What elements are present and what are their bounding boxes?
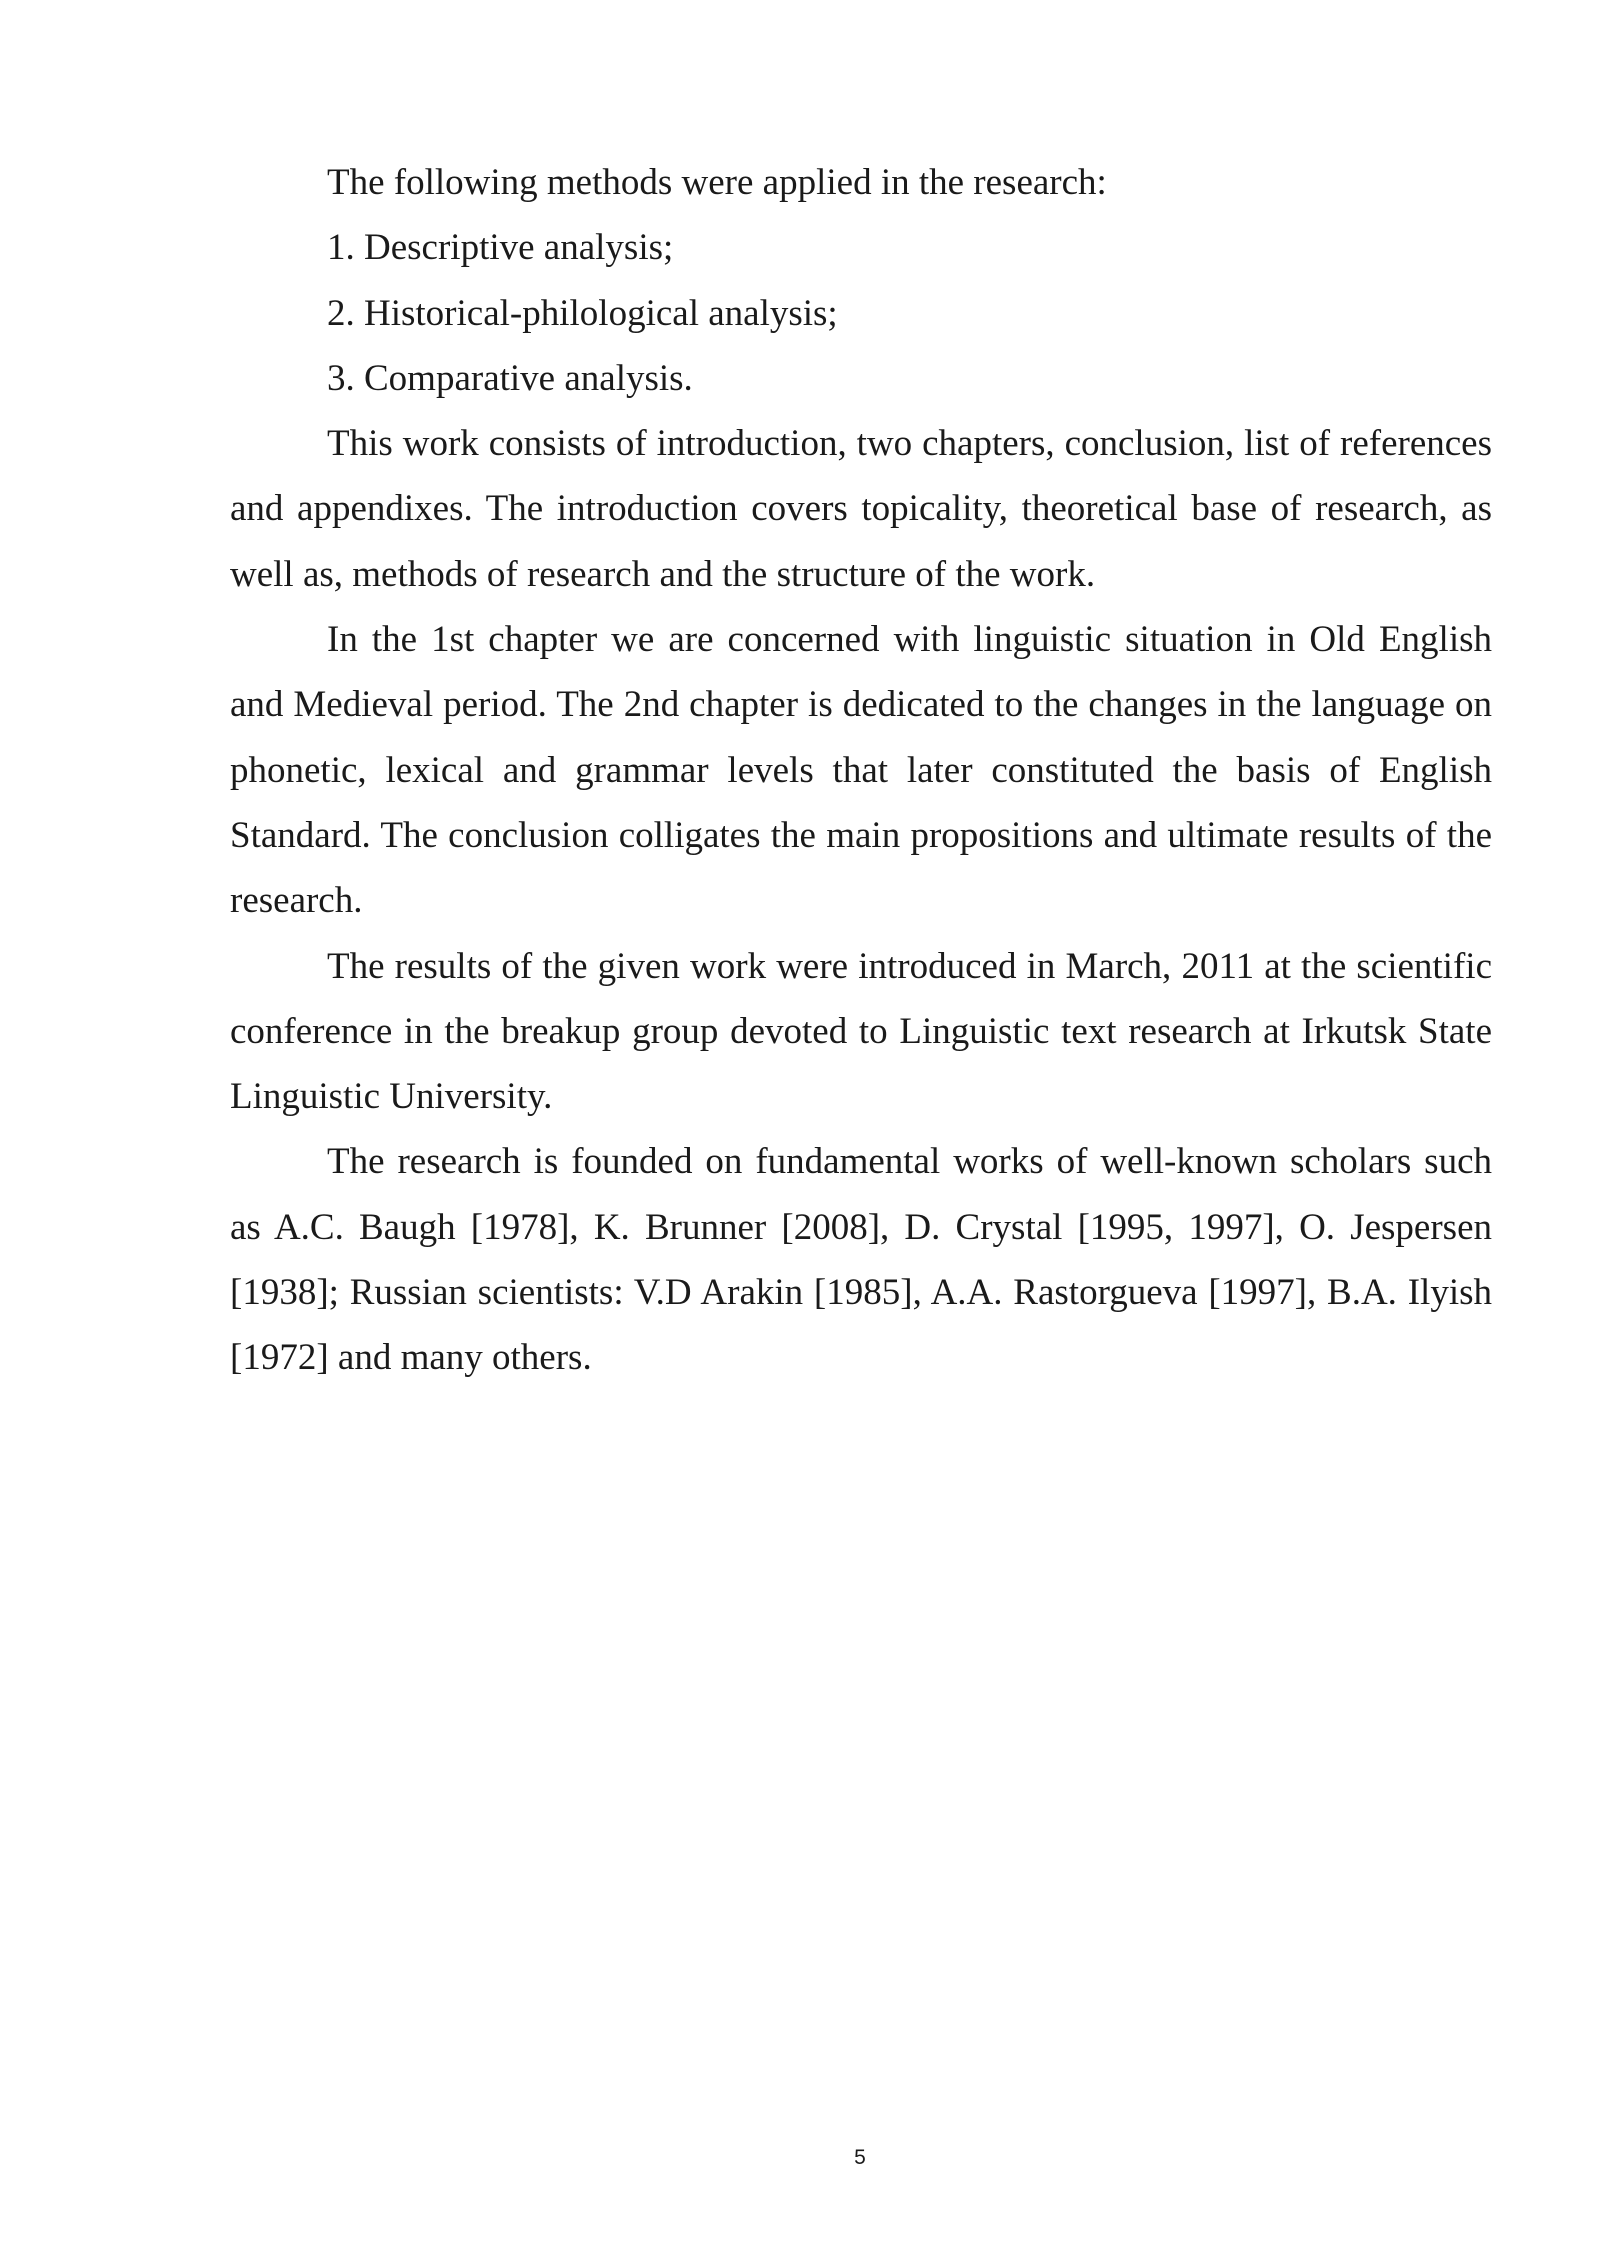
- paragraph-research-foundation: The research is founded on fundamental works of well-known scholars such as A.C. Baugh [1978], K. Brunner [2008], D. Crystal [1995, 1997], O. Jespersen [1938]; Russian scientists: V.D Arakin [1985], A.A. Rastorgueva [1997], B.A. Ilyish [1972] and many others.: [230, 1141, 1492, 1379]
- page-number: 5: [854, 2146, 866, 2169]
- paragraph-work-structure: This work consists of introduction, two chapters, conclusion, list of references and appendixes. The introduction covers topicality, theoretical base of research, as well as, methods of research and the structure of the work.: [230, 423, 1492, 595]
- list-item-descriptive-analysis: 1. Descriptive analysis;: [327, 227, 674, 269]
- paragraph-results-presentation: The results of the given work were introduced in March, 2011 at the scientific conference in the breakup group devoted to Linguistic text research at Irkutsk State Linguistic University.: [230, 945, 1492, 1118]
- paragraph-chapters-summary: In the 1st chapter we are concerned with linguistic situation in Old English and Medieval period. The 2nd chapter is dedicated to the changes in the language on phonetic, lexical and grammar levels that later constituted the basis of English Standard. The conclusion colligates the main propositions and ultimate results of the research.: [230, 619, 1492, 922]
- list-item-historical-philological-analysis: 2. Historical-philological analysis;: [327, 292, 838, 334]
- body-text: [230, 150, 1492, 1391]
- paragraph-methods-intro: The following methods were applied in the research:: [327, 162, 1107, 203]
- list-item-comparative-analysis: 3. Comparative analysis.: [327, 357, 693, 399]
